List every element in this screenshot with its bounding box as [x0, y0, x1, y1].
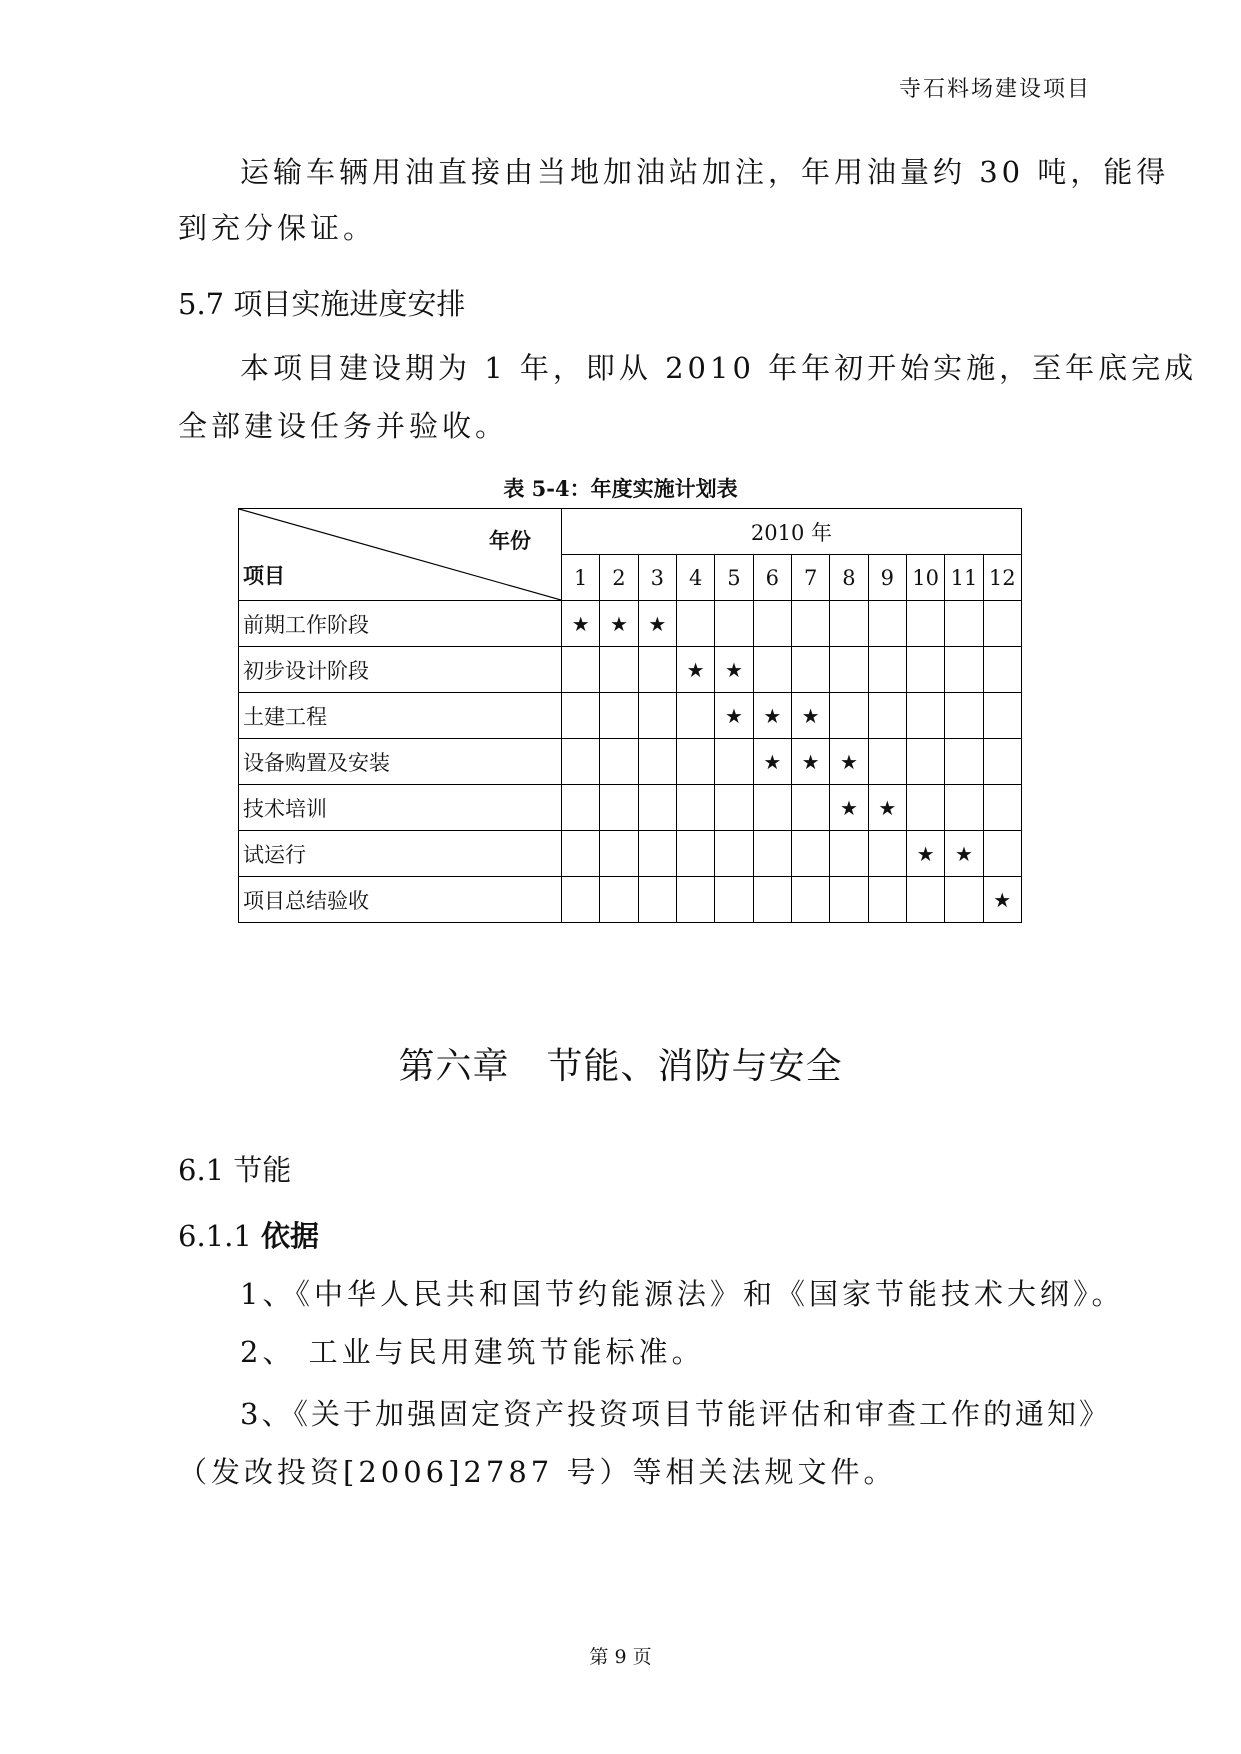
schedule-cell: [753, 647, 791, 693]
schedule-cell: [638, 831, 676, 877]
schedule-cell: [562, 877, 600, 923]
schedule-cell: [715, 877, 753, 923]
star-icon: ★: [839, 749, 858, 774]
schedule-cell: [868, 693, 906, 739]
schedule-cell: [945, 785, 983, 831]
schedule-cell: [868, 785, 906, 831]
month-header-cell: 9: [868, 555, 906, 601]
page-header: 寺石料场建设项目: [898, 77, 1091, 102]
paragraph-schedule-line1: 本项目建设期为 1 年，即从 2010 年年初开始实施，至年底完成: [240, 351, 1198, 385]
month-header-cell: 1: [562, 555, 600, 601]
star-icon: ★: [648, 611, 667, 636]
schedule-cell: [600, 785, 638, 831]
schedule-cell: [600, 601, 638, 647]
schedule-cell: [600, 877, 638, 923]
task-name-cell: 土建工程: [239, 693, 562, 739]
month-header-cell: 8: [830, 555, 868, 601]
schedule-cell: [830, 693, 868, 739]
schedule-cell: [830, 739, 868, 785]
schedule-cell: [638, 877, 676, 923]
month-header-cell: 7: [791, 555, 829, 601]
year-header: 2010 年: [562, 509, 1022, 555]
list-item-1: 1、《中华人民共和国节约能源法》和《国家节能技术大纲》。: [240, 1277, 1125, 1311]
table-corner-cell: [239, 509, 562, 601]
schedule-cell: [562, 739, 600, 785]
schedule-cell: [562, 831, 600, 877]
schedule-cell: [638, 601, 676, 647]
schedule-cell: [753, 739, 791, 785]
star-icon: ★: [801, 749, 820, 774]
star-icon: ★: [763, 749, 782, 774]
schedule-cell: [715, 601, 753, 647]
section-number: 6.1.1: [178, 1219, 252, 1253]
schedule-cell: [906, 647, 944, 693]
schedule-cell: [906, 785, 944, 831]
table-caption: 表 5-4：年度实施计划表: [503, 476, 738, 501]
star-icon: ★: [610, 611, 628, 636]
schedule-cell: [983, 877, 1021, 923]
month-header-cell: 6: [753, 555, 791, 601]
schedule-cell: [791, 877, 829, 923]
table-row: [239, 739, 1022, 785]
star-icon: ★: [801, 703, 820, 728]
schedule-cell: [638, 785, 676, 831]
schedule-cell: [791, 785, 829, 831]
schedule-cell: [562, 693, 600, 739]
schedule-cell: [600, 739, 638, 785]
task-name-cell: 项目总结验收: [239, 877, 562, 923]
schedule-cell: [868, 877, 906, 923]
corner-item-label: 项目: [243, 563, 285, 588]
schedule-cell: [562, 785, 600, 831]
schedule-cell: [983, 647, 1021, 693]
month-header-cell: 11: [945, 555, 983, 601]
schedule-cell: [638, 693, 676, 739]
schedule-cell: [983, 739, 1021, 785]
page-number: 第 9 页: [589, 1646, 652, 1668]
paragraph-fuel-line1: 运输车辆用油直接由当地加油站加注，年用油量约 30 吨，能得: [240, 155, 1170, 189]
schedule-cell: [676, 785, 714, 831]
month-header-cell: 12: [983, 555, 1021, 601]
schedule-cell: [676, 877, 714, 923]
schedule-cell: [562, 601, 600, 647]
schedule-cell: [638, 647, 676, 693]
schedule-cell: [945, 739, 983, 785]
section-title: 依据: [261, 1219, 320, 1253]
table-row: [239, 785, 1022, 831]
schedule-cell: [868, 601, 906, 647]
section-heading-6-1: 6.1 节能: [178, 1153, 292, 1187]
schedule-cell: [791, 739, 829, 785]
star-icon: ★: [993, 887, 1012, 912]
schedule-cell: [715, 831, 753, 877]
schedule-cell: [945, 693, 983, 739]
table-row: [239, 647, 1022, 693]
schedule-cell: [983, 693, 1021, 739]
schedule-cell: [945, 831, 983, 877]
schedule-cell: [830, 877, 868, 923]
schedule-cell: [830, 831, 868, 877]
star-icon: ★: [571, 611, 590, 636]
schedule-cell: [753, 785, 791, 831]
task-name-cell: 技术培训: [239, 785, 562, 831]
month-header-cell: 5: [715, 555, 753, 601]
schedule-cell: [906, 831, 944, 877]
schedule-cell: [676, 693, 714, 739]
month-header-cell: 10: [906, 555, 944, 601]
schedule-cell: [715, 647, 753, 693]
schedule-cell: [676, 831, 714, 877]
schedule-cell: [715, 739, 753, 785]
task-name-cell: 初步设计阶段: [239, 647, 562, 693]
schedule-cell: [600, 693, 638, 739]
schedule-cell: [676, 647, 714, 693]
schedule-cell: [868, 739, 906, 785]
schedule-cell: [676, 601, 714, 647]
schedule-cell: [753, 693, 791, 739]
schedule-cell: [983, 601, 1021, 647]
schedule-cell: [906, 739, 944, 785]
task-name-cell: 前期工作阶段: [239, 601, 562, 647]
schedule-cell: [715, 693, 753, 739]
chapter-title: 第六章 节能、消防与安全: [398, 1046, 843, 1087]
schedule-cell: [753, 831, 791, 877]
star-icon: ★: [839, 795, 858, 820]
schedule-cell: [791, 601, 829, 647]
task-name-cell: 设备购置及安装: [239, 739, 562, 785]
star-icon: ★: [916, 841, 935, 866]
table-row: [239, 601, 1022, 647]
table-row: [239, 831, 1022, 877]
task-name-cell: 试运行: [239, 831, 562, 877]
schedule-table: [238, 508, 1022, 923]
list-item-3: 3、《关于加强固定资产投资项目节能评估和审查工作的通知》: [240, 1397, 1111, 1431]
table-row: [239, 693, 1022, 739]
schedule-cell: [791, 647, 829, 693]
star-icon: ★: [725, 657, 743, 682]
section-heading-5-7: 5.7 项目实施进度安排: [178, 287, 466, 321]
month-header-cell: 3: [638, 555, 676, 601]
schedule-cell: [791, 693, 829, 739]
month-header-cell: 2: [600, 555, 638, 601]
corner-year-label: 年份: [489, 528, 531, 553]
schedule-cell: [830, 785, 868, 831]
paragraph-schedule-line2: 全部建设任务并验收。: [178, 409, 509, 443]
schedule-cell: [906, 877, 944, 923]
schedule-cell: [753, 601, 791, 647]
schedule-cell: [983, 785, 1021, 831]
schedule-cell: [868, 831, 906, 877]
schedule-cell: [600, 831, 638, 877]
section-heading-6-1-1: [178, 1214, 319, 1255]
schedule-cell: [906, 693, 944, 739]
schedule-cell: [600, 647, 638, 693]
schedule-cell: [830, 601, 868, 647]
star-icon: ★: [725, 703, 743, 728]
schedule-cell: [945, 647, 983, 693]
schedule-cell: [868, 647, 906, 693]
star-icon: ★: [954, 841, 973, 866]
star-icon: ★: [686, 657, 705, 682]
schedule-cell: [830, 647, 868, 693]
star-icon: ★: [878, 795, 897, 820]
schedule-cell: [791, 831, 829, 877]
schedule-cell: [753, 877, 791, 923]
schedule-cell: [906, 601, 944, 647]
list-item-2: 2、 工业与民用建筑节能标准。: [240, 1335, 705, 1369]
schedule-cell: [676, 739, 714, 785]
schedule-cell: [983, 831, 1021, 877]
table-row: [239, 877, 1022, 923]
schedule-cell: [945, 601, 983, 647]
schedule-cell: [638, 739, 676, 785]
month-header-cell: 4: [676, 555, 714, 601]
schedule-cell: [945, 877, 983, 923]
schedule-cell: [715, 785, 753, 831]
star-icon: ★: [763, 703, 782, 728]
list-item-3-continuation: （发改投资[2006]2787 号）等相关法规文件。: [178, 1455, 897, 1489]
paragraph-fuel-line2: 到充分保证。: [178, 211, 377, 245]
schedule-cell: [562, 647, 600, 693]
